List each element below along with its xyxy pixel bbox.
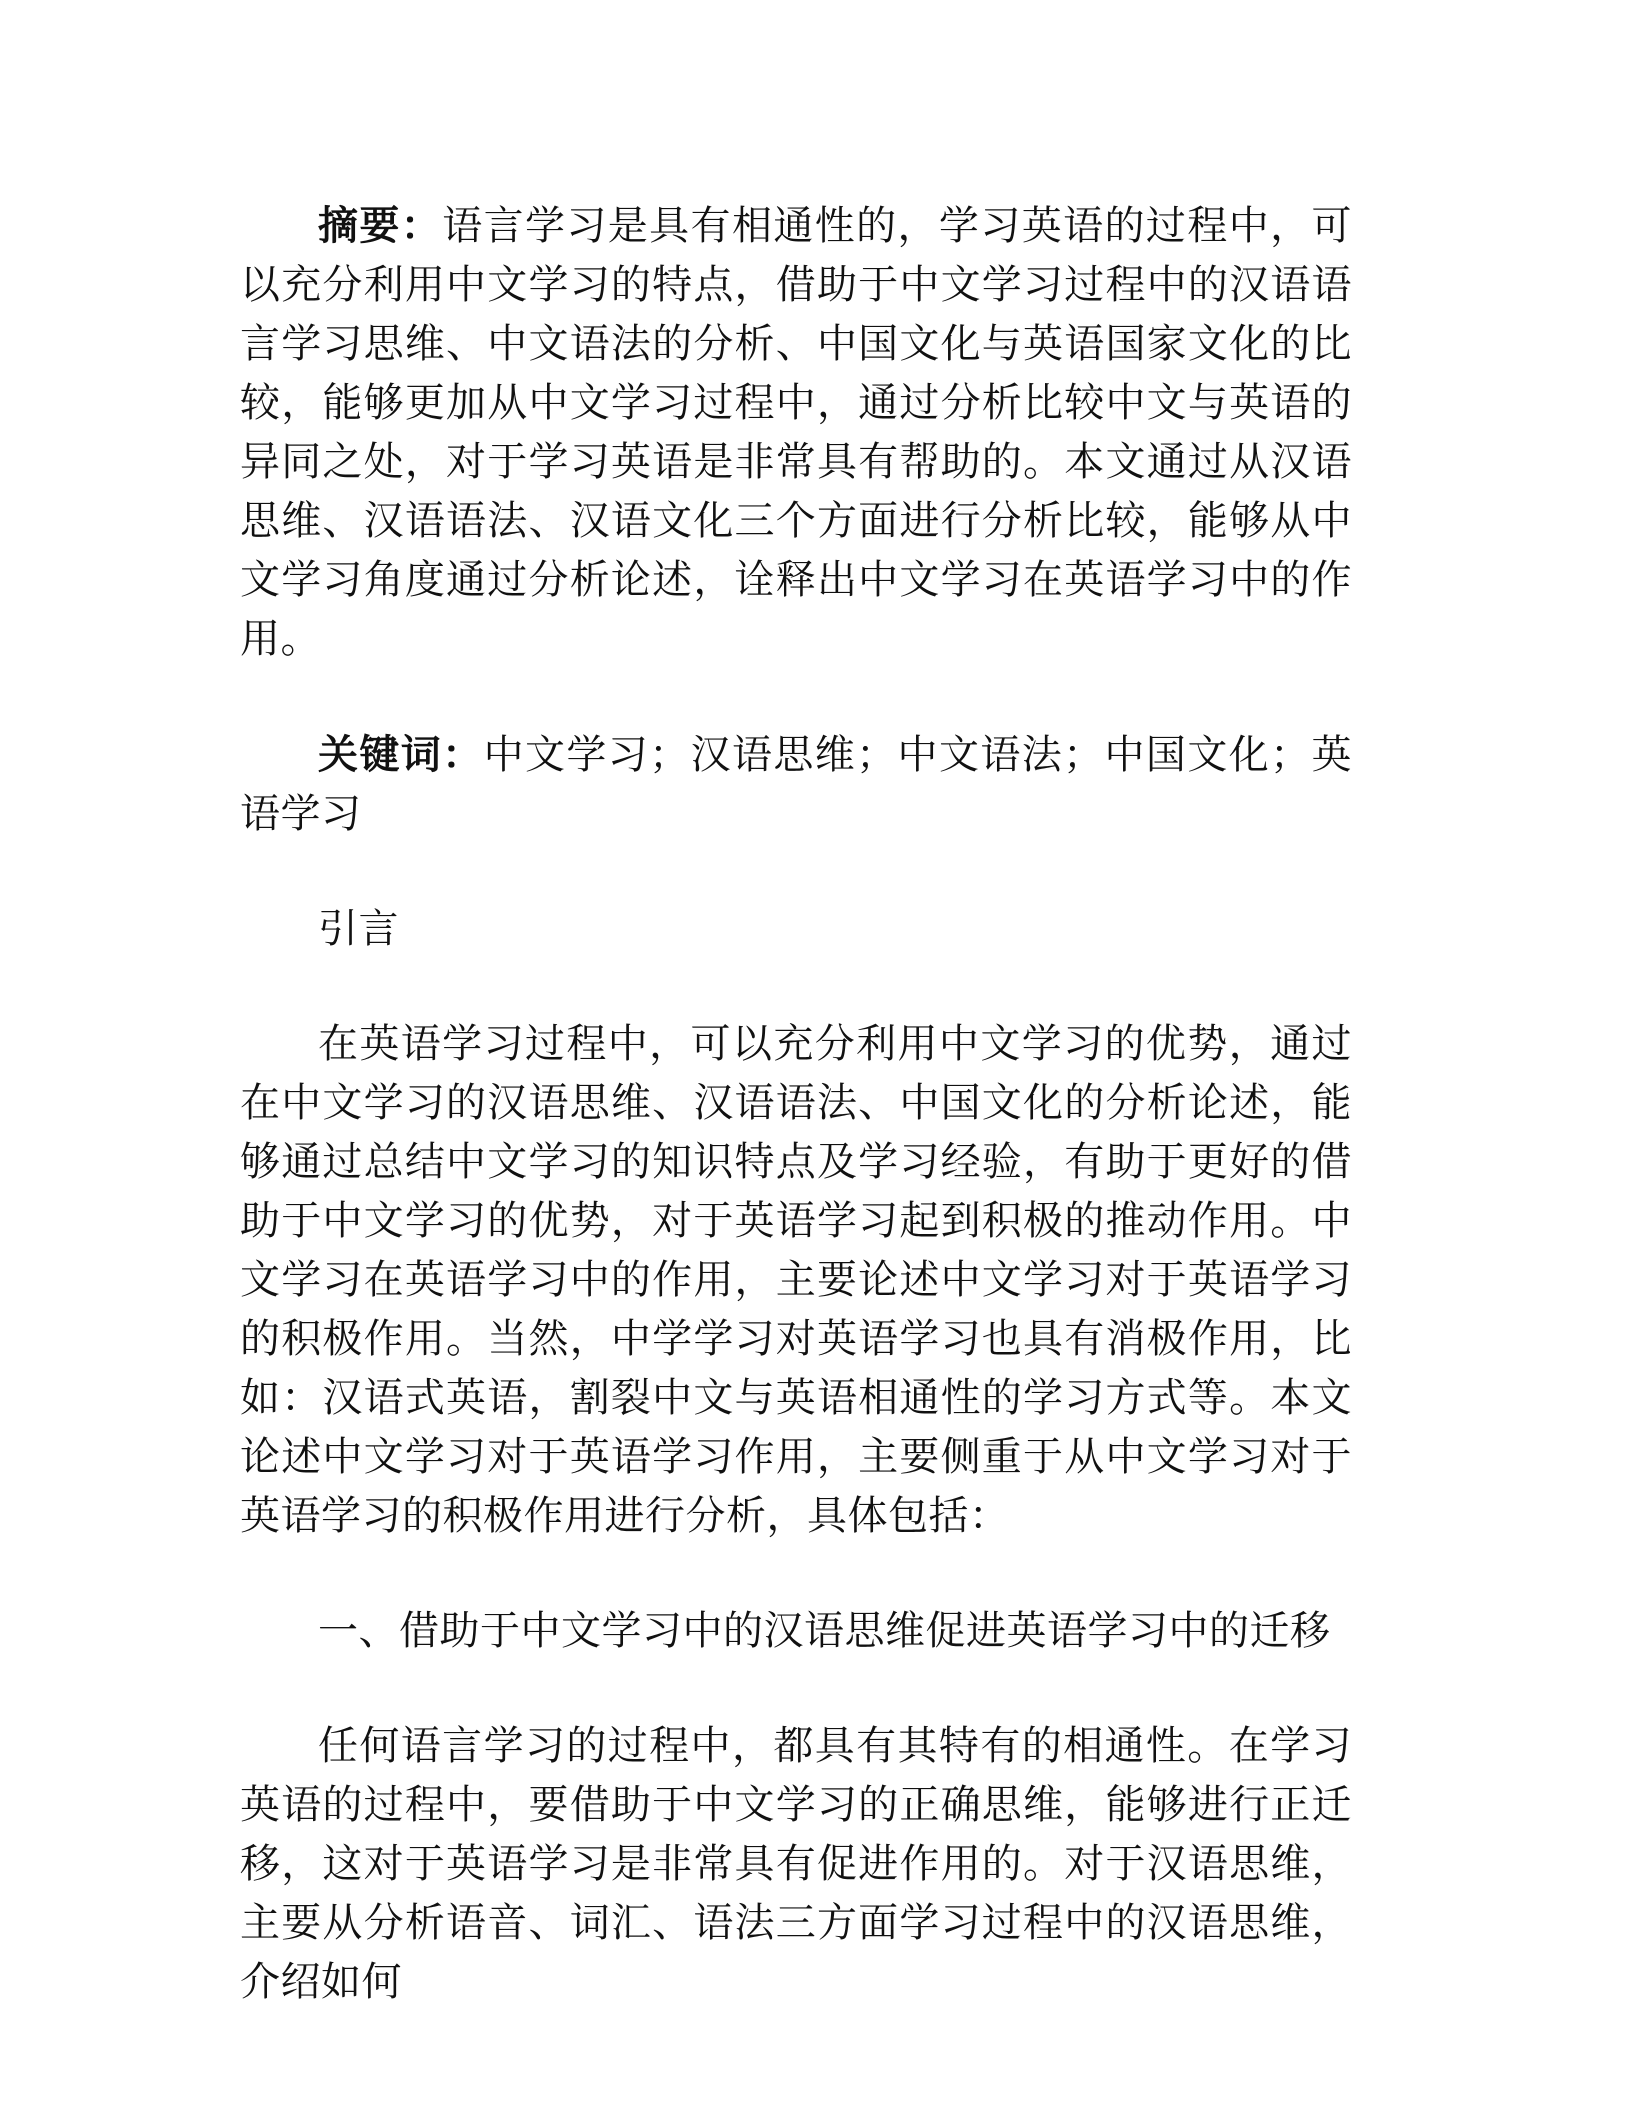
document-body [240, 196, 1352, 2012]
introduction-paragraph: 在英语学习过程中，可以充分利用中文学习的优势，通过在中文学习的汉语思维、汉语语法、中国文化的分析论述，能够通过总结中文学习的知识特点及学习经验，有助于更好的借助于中文学习的优势，对于英语学习起到积极的推动作用。中文学习在英语学习中的作用，主要论述中文学习对于英语学习的积极作用。当然，中学学习对英语学习也具有消极作用，比如：汉语式英语，割裂中文与英语相通性的学习方式等。本文论述中文学习对于英语学习作用，主要侧重于从中文学习对于英语学习的积极作用进行分析，具体包括： [240, 1021, 1352, 1539]
abstract-paragraph [240, 196, 1352, 669]
keywords-text: 中文学习；汉语思维；中文语法；中国文化；英语学习 [240, 732, 1353, 837]
keywords-label: 关键词： [318, 731, 484, 778]
section-1-paragraph: 任何语言学习的过程中，都具有其特有的相通性。在学习英语的过程中，要借助于中文学习的正确思维，能够进行正迁移，这对于英语学习是非常具有促进作用的。对于汉语思维，主要从分析语音、词汇、语法三方面学习过程中的汉语思维，介绍如何 [240, 1723, 1352, 2005]
section-1-heading: 一、借助于中文学习中的汉语思维促进英语学习中的迁移 [318, 1608, 1331, 1654]
abstract-text: 语言学习是具有相通性的，学习英语的过程中，可以充分利用中文学习的特点，借助于中文学习过程中的汉语语言学习思维、中文语法的分析、中国文化与英语国家文化的比较，能够更加从中文学习过程中，通过分析比较中文与英语的异同之处，对于学习英语是非常具有帮助的。本文通过从汉语思维、汉语语法、汉语文化三个方面进行分析比较，能够从中文学习角度通过分析论述，诠释出中文学习在英语学习中的作用。 [240, 203, 1352, 662]
abstract-label: 摘要： [318, 202, 443, 249]
keywords-paragraph [240, 725, 1352, 844]
introduction-heading: 引言 [318, 906, 399, 952]
